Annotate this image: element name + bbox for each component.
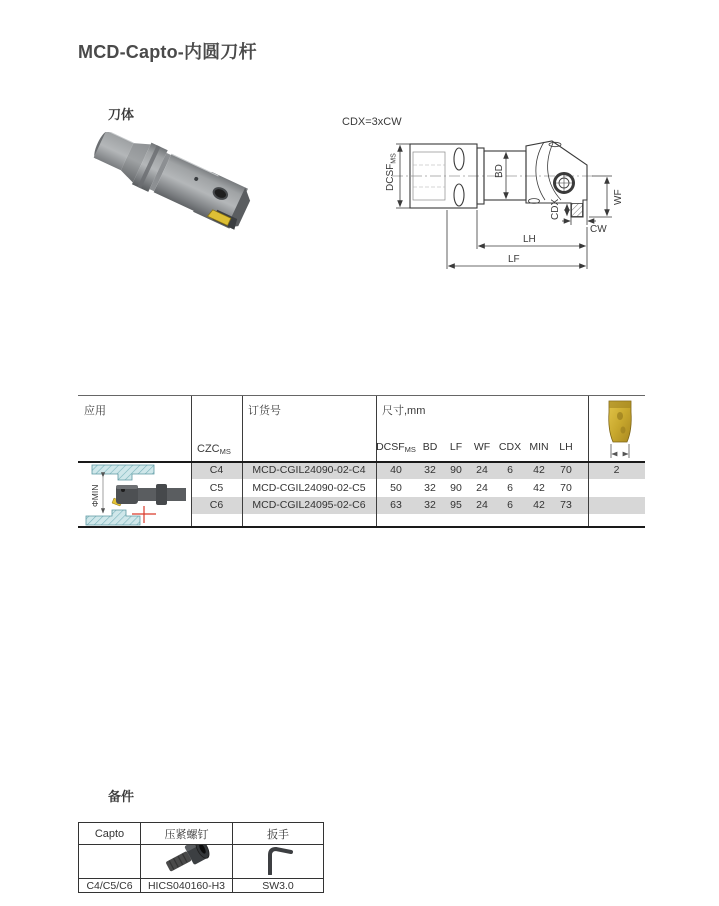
dcsf-subscript: MS <box>404 445 416 454</box>
table-row <box>191 497 645 514</box>
wf-value: 24 <box>476 481 488 494</box>
wf-value: 24 <box>476 499 488 511</box>
technical-drawing <box>340 108 660 281</box>
col-header-dims-group: 尺寸,mm <box>382 405 426 417</box>
dim-cw: CW <box>590 224 607 235</box>
col-header-czc <box>197 443 231 456</box>
wf-value: 24 <box>476 464 488 476</box>
cdx-value: 6 <box>507 464 513 476</box>
phi-min-label: ΦMIN <box>90 484 100 507</box>
subheader-lh: LH <box>559 441 573 453</box>
lf-value: 90 <box>450 481 462 494</box>
section-label-spares: 备件 <box>108 789 135 804</box>
subheader-dcsf <box>376 441 416 454</box>
spares-value-row <box>79 879 324 893</box>
subheader-min: MIN <box>529 441 549 453</box>
order-number: MCD-CGIL24090-02-C4 <box>252 464 366 476</box>
spares-table <box>78 822 324 893</box>
min-value: 42 <box>533 464 545 476</box>
spares-capto-value: C4/C5/C6 <box>79 879 141 893</box>
dim-bd: BD <box>494 164 505 178</box>
spares-empty-cell <box>79 845 141 879</box>
hex-key-icon <box>253 845 303 875</box>
bd-value: 32 <box>424 464 436 476</box>
spares-screw-value: HICS040160-H3 <box>141 879 233 893</box>
table-row <box>191 480 645 497</box>
spares-wrench-value: SW3.0 <box>233 879 324 893</box>
spares-image-row <box>79 845 324 879</box>
drawing-note: CDX=3xCW <box>342 116 402 128</box>
dim-dcsf: $DCSF_{MS}$ <box>385 153 398 191</box>
czc-value: C5 <box>209 481 224 494</box>
dcsf-text: DCSF <box>376 441 405 453</box>
min-value: 42 <box>533 481 545 494</box>
product-photo <box>88 132 256 261</box>
bd-value: 32 <box>424 499 436 511</box>
dim-wf: WF <box>613 189 624 205</box>
cdx-value: 6 <box>507 499 513 511</box>
spares-header-screw: 压紧螺钉 <box>141 823 233 845</box>
dcsf-value: 40 <box>390 464 402 476</box>
spares-screw-cell <box>141 845 233 879</box>
lh-value: 70 <box>560 464 572 476</box>
dim-values <box>376 497 578 514</box>
czc-value: C4 <box>209 464 224 476</box>
clamp-screw-icon <box>156 845 218 875</box>
spares-wrench-cell <box>233 845 324 879</box>
dim-subheaders <box>376 441 578 454</box>
product-table <box>78 395 645 528</box>
spares-header-wrench: 扳手 <box>233 823 324 845</box>
col-header-order-no: 订货号 <box>248 405 281 417</box>
lh-value: 73 <box>560 499 572 511</box>
min-value: 42 <box>533 499 545 511</box>
workpiece-bottom <box>86 510 140 525</box>
workpiece-top <box>92 465 154 480</box>
czc-value: C6 <box>209 499 224 511</box>
subheader-cdx: CDX <box>498 441 522 453</box>
application-illustration <box>84 464 186 526</box>
dim-cdx: CDX <box>550 198 561 220</box>
czc-text: CZC <box>197 443 220 455</box>
tool-photo-illustration <box>88 132 256 256</box>
spares-header-row <box>79 823 324 845</box>
lf-value: 95 <box>450 499 462 511</box>
dimension-drawing <box>340 108 660 276</box>
dcsf-value: 63 <box>390 499 402 511</box>
order-number: MCD-CGIL24095-02-C6 <box>252 499 366 511</box>
dim-lh: LH <box>523 234 536 245</box>
subheader-lf: LF <box>449 441 463 453</box>
dim-values <box>376 480 578 497</box>
section-label-body: 刀体 <box>108 107 135 122</box>
bd-value: 32 <box>424 481 436 494</box>
qty-value: 2 <box>613 464 620 476</box>
subheader-bd: BD <box>422 441 438 453</box>
lh-value: 70 <box>560 481 572 494</box>
table-row <box>191 462 645 479</box>
dim-lf: LF <box>508 254 520 265</box>
insert-thumbnail <box>600 400 640 460</box>
czc-subscript: MS <box>219 447 231 456</box>
subheader-wf: WF <box>473 441 491 453</box>
dim-values <box>376 462 578 479</box>
boring-tool <box>112 484 186 506</box>
cdx-value: 6 <box>507 481 513 494</box>
lf-value: 90 <box>450 464 462 476</box>
col-header-application: 应用 <box>84 405 106 417</box>
spares-header-capto: Capto <box>79 823 141 845</box>
order-number: MCD-CGIL24090-02-C5 <box>252 481 366 494</box>
dcsf-value: 50 <box>390 481 402 494</box>
page-title: MCD-Capto-内圆刀杆 <box>78 42 257 62</box>
